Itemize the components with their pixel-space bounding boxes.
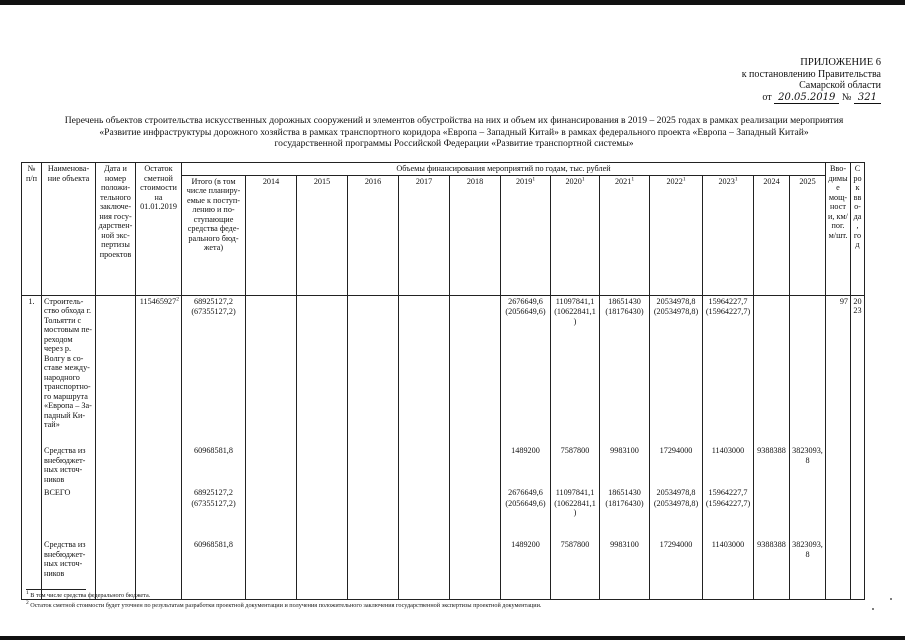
cell-name: ВСЕГО: [42, 487, 96, 539]
cell-year-value: [399, 539, 450, 599]
year-amount: 17294000: [659, 446, 693, 455]
total-value: 60968581,8: [194, 540, 233, 549]
year-amount: 9983100: [610, 540, 639, 549]
cell-capacity: [826, 445, 851, 487]
total-value: 68925127,2: [194, 488, 233, 497]
header-year-label: 2025: [799, 176, 816, 186]
cell-year-value: [790, 487, 826, 539]
year-amount: (2056649,6): [505, 498, 546, 508]
cell-capacity: [826, 539, 851, 599]
year-amount: 11097841,1: [555, 488, 595, 497]
cell-year-value: [754, 445, 790, 487]
header-year-label: 2016: [364, 176, 382, 186]
year-amount: 18651430: [608, 296, 641, 306]
cell-year-value: [348, 487, 399, 539]
cell-year-value: [551, 445, 600, 487]
footnote-1: [26, 589, 151, 600]
year-amount: 11403000: [711, 446, 745, 455]
appendix-line-3: Самарской области: [799, 80, 881, 91]
cell-name: Средства из внебюджет-ных источ-ников: [42, 539, 96, 599]
cell-year-value: [703, 539, 754, 599]
cell-date: [96, 295, 136, 445]
cell-balance: [136, 539, 182, 599]
footnote-divider: [26, 589, 86, 590]
year-amount: 1489200: [511, 540, 540, 549]
year-amount: (18176430): [605, 498, 644, 508]
footnote-2: [26, 599, 542, 610]
cell-year-value: [650, 539, 703, 599]
header-year: [703, 175, 754, 295]
cell-year-value: [450, 539, 501, 599]
cell-num: [22, 487, 42, 539]
cell-total: [182, 295, 246, 445]
cell-name: Строитель-ство обхода г. Тольятти с мостовым пе-реходом через р. Волгу в со-ставе между-народного транспортно-го маршрута «Европа – За-падный Ки-тай»: [42, 295, 96, 445]
footnote-2-mark: 2: [26, 599, 29, 606]
header-year: [399, 175, 450, 295]
cell-year-value: [348, 445, 399, 487]
year-amount: 9388388: [757, 540, 786, 549]
header-year-footnote-mark: 1: [734, 175, 738, 182]
cell-year-value: [551, 295, 600, 445]
year-amount: (10622841,1): [554, 307, 596, 326]
balance-value: 115465927: [139, 296, 177, 306]
cell-year-value: [297, 539, 348, 599]
cell-year-value: [600, 295, 650, 445]
cell-year-value: [790, 539, 826, 599]
header-year: [246, 175, 297, 295]
year-amount: 2676649,6: [508, 296, 543, 306]
header-num: № п/п: [22, 163, 42, 296]
cell-total: [182, 487, 246, 539]
cell-year-value: [399, 445, 450, 487]
table-row: [22, 445, 865, 487]
header-financing-group: Объемы финансирования мероприятий по годам, тыс. рублей: [182, 163, 826, 176]
table-row: [22, 487, 865, 539]
cell-year-value: [501, 445, 551, 487]
year-amount: (15964227,7): [705, 307, 751, 316]
table-row: [22, 539, 865, 599]
header-capacity: Вво-димые мощ-ности, км/ пог. м/шт.: [826, 163, 851, 296]
cell-total: [182, 539, 246, 599]
cell-year-value: [703, 445, 754, 487]
cell-balance: [136, 445, 182, 487]
year-amount: 9388388: [757, 446, 786, 455]
total-value: 60968581,8: [194, 446, 233, 455]
year-amount: (18176430): [605, 307, 644, 316]
header-year-label: 2017: [415, 176, 433, 186]
header-year-label: 2019: [515, 176, 533, 186]
cell-year-value: [600, 539, 650, 599]
year-amount: 11097841,1: [555, 296, 595, 306]
financing-table: [21, 162, 865, 600]
header-term: Срок вво-да, год: [851, 163, 865, 296]
header-year-label: 2014: [262, 176, 280, 186]
cell-year-value: [703, 295, 754, 445]
header-year-label: 2021: [614, 176, 632, 186]
cell-year-value: [600, 445, 650, 487]
cell-capacity: 97: [826, 295, 851, 445]
cell-capacity: [826, 487, 851, 539]
year-amount: 1489200: [511, 446, 540, 455]
cell-name: Средства из внебюджет-ных источ-ников: [42, 445, 96, 487]
cell-date: [96, 539, 136, 599]
cell-year-value: [501, 487, 551, 539]
header-year-footnote-mark: 1: [532, 175, 536, 182]
number-label: №: [841, 91, 852, 103]
cell-num: [22, 539, 42, 599]
header-year: [551, 175, 600, 295]
cell-year-value: [246, 539, 297, 599]
cell-year-value: [501, 539, 551, 599]
table-row: [22, 295, 865, 445]
year-amount: 15964227,7: [708, 488, 748, 497]
cell-year-value: [246, 295, 297, 445]
year-amount: 15964227,7: [708, 296, 748, 306]
year-amount: 9983100: [610, 446, 639, 455]
bottom-border: [0, 636, 905, 640]
year-amount: (2056649,6): [505, 307, 546, 316]
cell-year-value: [348, 539, 399, 599]
title-line-2: «Развитие инфраструктуры дорожного хозяйства в рамках транспортного коридора «Европа – Западный Китай» в рамках федерального проекта «Европа – Западный Китай»: [99, 126, 809, 138]
header-total: Итого (в том числе планиру-емые к поступ-лению и по-ступающие средства феде-рального бюд-жета): [182, 175, 246, 295]
year-amount: 2676649,6: [508, 488, 543, 497]
top-border: [0, 0, 905, 5]
year-amount: 3823093,8: [792, 540, 823, 559]
header-year: [297, 175, 348, 295]
header-year: [600, 175, 650, 295]
year-amount: 17294000: [659, 540, 693, 549]
cell-year-value: [790, 445, 826, 487]
year-amount: (10622841,1): [554, 498, 596, 517]
cell-year-value: [754, 295, 790, 445]
header-year-label: 2020: [565, 176, 582, 186]
appendix-date: 20.05.2019: [774, 92, 839, 105]
cell-year-value: [501, 295, 551, 445]
cell-balance: [136, 487, 182, 539]
cell-year-value: [450, 445, 501, 487]
year-amount: 18651430: [608, 488, 641, 497]
cell-year-value: [297, 295, 348, 445]
cell-year-value: [450, 295, 501, 445]
cell-term: [851, 487, 865, 539]
cell-num: [22, 445, 42, 487]
cell-year-value: [790, 295, 826, 445]
year-amount: 3823093,8: [792, 446, 823, 465]
header-date: Дата и номер положи-тельного заключе-ния госу-дарствен-ной экс-пертизы проектов: [96, 163, 136, 296]
cell-year-value: [551, 539, 600, 599]
year-amount: 7587800: [560, 446, 590, 455]
appendix-block: [742, 57, 881, 104]
total-value: (67355127,2): [191, 498, 236, 508]
cell-year-value: [348, 295, 399, 445]
header-name: Наименова-ние объекта: [42, 163, 96, 296]
cell-year-value: [246, 487, 297, 539]
cell-date: [96, 445, 136, 487]
header-year: [790, 175, 826, 295]
cell-year-value: [650, 487, 703, 539]
cell-year-value: [754, 487, 790, 539]
footnote-1-text: В том числе средства федерального бюджета.: [30, 592, 151, 599]
header-year: [501, 175, 551, 295]
year-amount: 11403000: [711, 540, 745, 549]
document-title: [14, 115, 894, 150]
cell-num: 1.: [22, 295, 42, 445]
header-year: [650, 175, 703, 295]
cell-year-value: [297, 487, 348, 539]
scan-speck: [890, 598, 892, 600]
cell-term: 2023: [851, 295, 865, 445]
footnote-1-mark: 1: [26, 589, 29, 596]
header-year: [450, 175, 501, 295]
year-amount: 7587800: [560, 540, 590, 549]
year-amount: 20534978,8: [656, 296, 696, 306]
from-label: от: [762, 91, 772, 103]
header-year-footnote-mark: 1: [631, 175, 635, 182]
header-year-label: 2024: [763, 176, 780, 186]
scan-speck: [872, 608, 874, 610]
cell-total: [182, 445, 246, 487]
cell-term: [851, 539, 865, 599]
cell-balance: [136, 295, 182, 445]
cell-year-value: [450, 487, 501, 539]
header-year-footnote-mark: 1: [581, 175, 585, 182]
header-year: [754, 175, 790, 295]
title-line-1: Перечень объектов строительства искусственных дорожных сооружений и элементов обустройства на них и объем их финансирования в 2019 – 2025 годах в рамках реализации мероприятия: [64, 115, 844, 126]
header-year-label: 2018: [466, 176, 484, 186]
appendix-title: ПРИЛОЖЕНИЕ 6: [800, 57, 881, 68]
year-amount: (20534978,8): [653, 307, 699, 316]
appendix-date-line: [762, 92, 881, 105]
cell-year-value: [650, 295, 703, 445]
cell-year-value: [600, 487, 650, 539]
cell-year-value: [650, 445, 703, 487]
cell-year-value: [246, 445, 297, 487]
appendix-number: 321: [854, 92, 881, 105]
header-year-label: 2023: [718, 176, 735, 186]
header-year: [348, 175, 399, 295]
cell-year-value: [399, 295, 450, 445]
cell-year-value: [551, 487, 600, 539]
year-amount: (20534978,8): [653, 498, 699, 508]
footnote-2-text: Остаток сметной стоимости будет уточнен по результатам разработки проектной документации и получения положительного заключения государственной экспертизы проектной документации.: [30, 602, 542, 609]
header-year-label: 2022: [666, 176, 683, 186]
header-year-footnote-mark: 1: [682, 175, 686, 182]
cell-date: [96, 487, 136, 539]
total-value: (67355127,2): [191, 307, 236, 316]
balance-footnote-mark: 2: [176, 295, 179, 302]
total-value: 68925127,2: [194, 296, 233, 306]
title-line-3: государственной программы Российской Федерации «Развитие транспортной системы»: [274, 138, 634, 149]
cell-year-value: [297, 445, 348, 487]
appendix-line-2: к постановлению Правительства: [741, 68, 881, 80]
cell-year-value: [399, 487, 450, 539]
year-amount: 20534978,8: [656, 488, 696, 497]
cell-year-value: [703, 487, 754, 539]
year-amount: (15964227,7): [705, 498, 751, 508]
cell-term: [851, 445, 865, 487]
cell-year-value: [754, 539, 790, 599]
header-balance: Остаток сметной стоимости на 01.01.2019: [136, 163, 182, 296]
header-year-label: 2015: [313, 176, 331, 186]
